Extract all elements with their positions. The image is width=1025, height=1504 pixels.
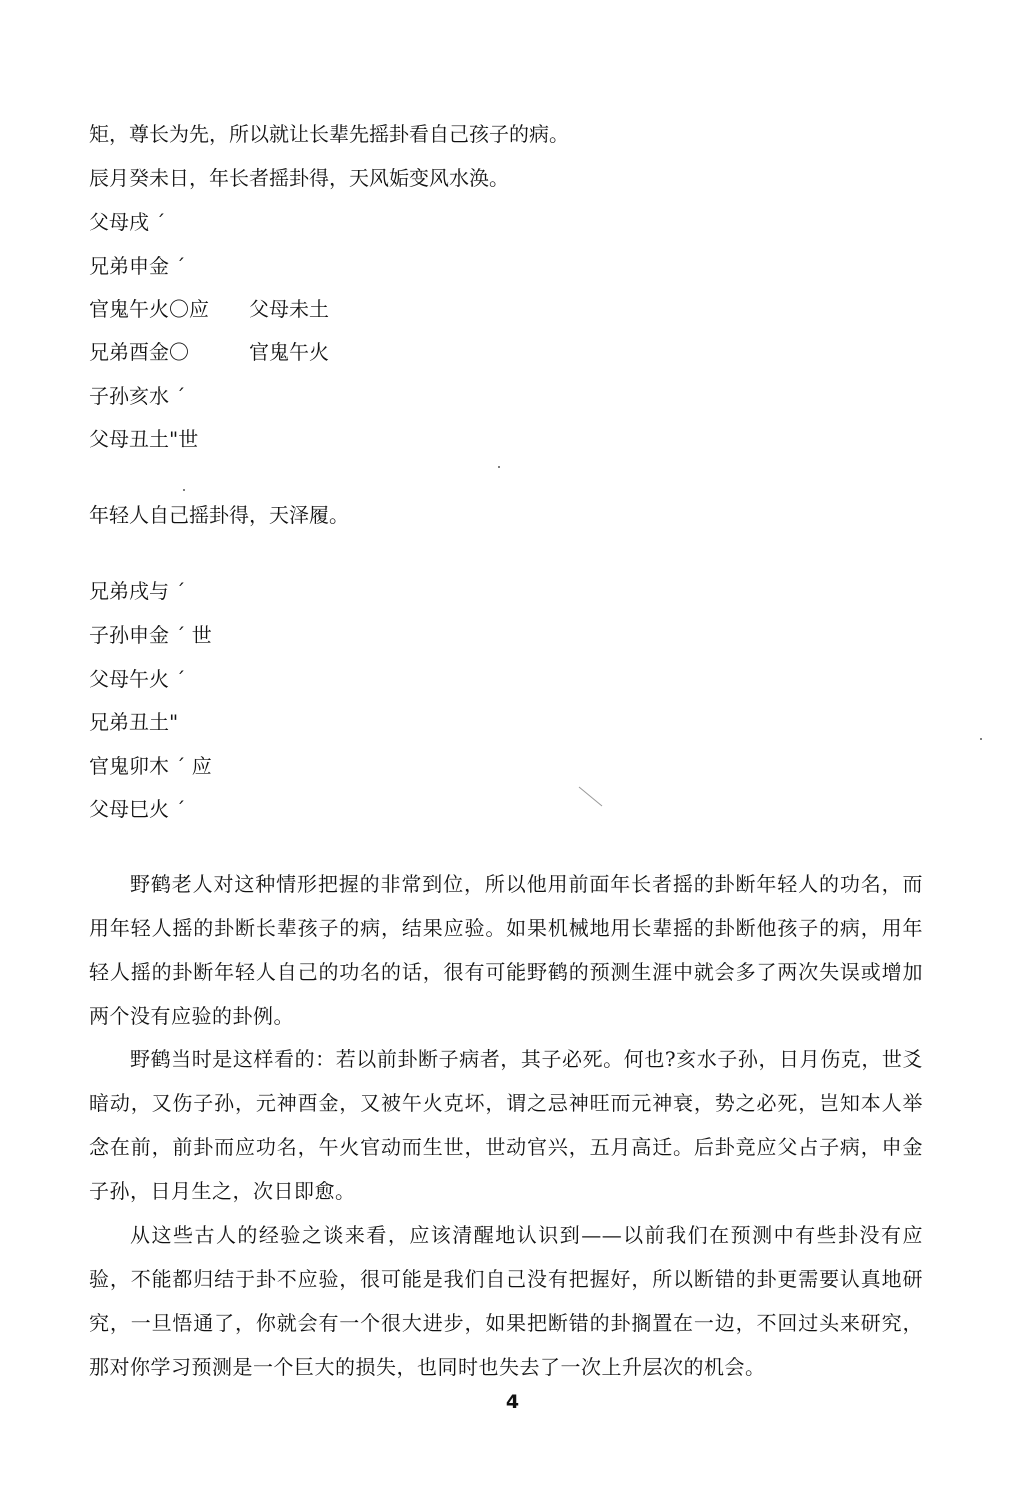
hexagram-elder-line <box>89 427 198 451</box>
hexagram-elder-line <box>89 297 329 321</box>
hexagram-young-line: 官鬼卯木 ˊ 应 <box>89 754 212 778</box>
hexagram-elder-line <box>89 340 329 364</box>
hexagram-line-main: 兄弟酉金〇 <box>89 340 189 364</box>
hexagram-line-main: 官鬼午火〇应 <box>89 297 209 321</box>
hexagram-young-line: 兄弟丑土" <box>89 710 179 734</box>
hexagram-young-line: 兄弟戌与 ˊ <box>89 579 186 603</box>
scan-scratch <box>578 786 604 808</box>
body-paragraph-2: 野鹤当时是这样看的：若以前卦断子病者，其子必死。何也?亥水子孙，日月伤克，世爻暗动，又伤子孙，元神酉金，又被午火克坏，谓之忌神旺而元神衰，势之必死，岂知本人举念在前，前卦而应功名，午火官动而生世，世动官兴，五月高迁。后卦竞应父占子病，申金子孙，日月生之，次日即愈。 <box>89 1047 923 1203</box>
hexagram-elder-line <box>89 210 165 234</box>
page-number: 4 <box>505 1391 520 1413</box>
hexagram-young-line: 子孙申金 ˊ 世 <box>89 623 212 647</box>
hexagram-line-main: 子孙亥水 ˊ <box>89 384 186 408</box>
scan-speck <box>980 738 982 740</box>
intro-line-1: 矩，尊长为先，所以就让长辈先摇卦看自己孩子的病。 <box>89 122 569 146</box>
scan-speck <box>183 489 185 491</box>
hexagram-line-main: 父母戌 ˊ <box>89 210 166 234</box>
young-intro-line: 年轻人自己摇卦得，天泽履。 <box>89 503 349 527</box>
hexagram-young-line: 父母午火 ˊ <box>89 667 186 691</box>
hexagram-line-main: 父母丑土"世 <box>89 427 199 451</box>
hexagram-line-changed: 父母未土 <box>249 297 329 321</box>
hexagram-line-changed: 官鬼午火 <box>249 340 329 364</box>
hexagram-elder-line <box>89 384 185 408</box>
body-paragraph-3: 从这些古人的经验之谈来看，应该清醒地认识到——以前我们在预测中有些卦没有应验，不能都归结于卦不应验，很可能是我们自己没有把握好，所以断错的卦更需要认真地研究，一旦悟通了，你就会有一个很大进步，如果把断错的卦搁置在一边，不回过头来研究，那对你学习预测是一个巨大的损失，也同时也失去了一次上升层次的机会。 <box>89 1223 923 1379</box>
intro-line-2: 辰月癸未日，年长者摇卦得，天风姤变风水涣。 <box>89 166 509 190</box>
scan-speck <box>498 466 500 468</box>
hexagram-young-line: 父母巳火 ˊ <box>89 797 186 821</box>
hexagram-line-main: 兄弟申金 ˊ <box>89 254 186 278</box>
hexagram-elder-line <box>89 254 185 278</box>
body-paragraph-1: 野鹤老人对这种情形把握的非常到位，所以他用前面年长者摇的卦断年轻人的功名，而用年轻人摇的卦断长辈孩子的病，结果应验。如果机械地用长辈摇的卦断他孩子的病，用年轻人摇的卦断年轻人自己的功名的话，很有可能野鹤的预测生涯中就会多了两次失误或增加两个没有应验的卦例。 <box>89 872 923 1028</box>
